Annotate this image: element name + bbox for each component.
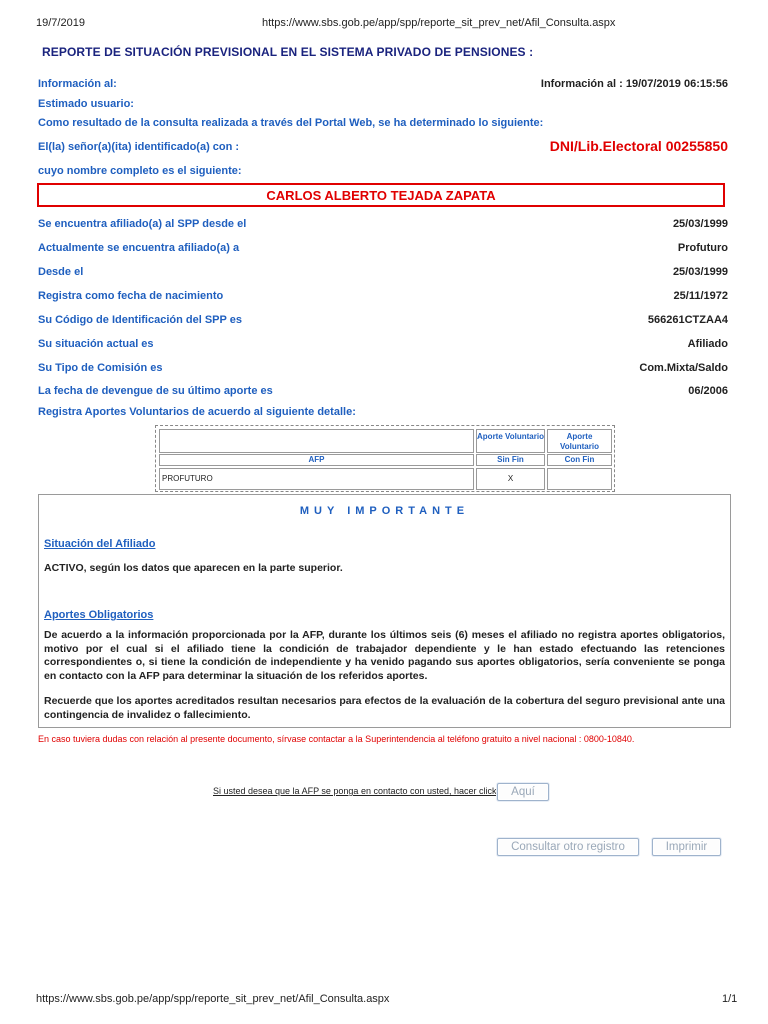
contact-note: En caso tuviera dudas con relación al presente documento, sírvase contactar a la Superintendencia al teléfono gratuito a nivel nacional : 0800-10840.: [38, 734, 635, 744]
table-cell-sin-fin: X: [476, 468, 545, 490]
imprimir-button[interactable]: Imprimir: [652, 838, 721, 856]
print-header-url: https://www.sbs.gob.pe/app/spp/reporte_sit_prev_net/Afil_Consulta.aspx: [262, 17, 616, 29]
print-date: 19/7/2019: [36, 17, 85, 29]
table-header-con-fin: Con Fin: [547, 454, 612, 466]
detail-label: Actualmente se encuentra afiliado(a) a: [38, 242, 240, 254]
table-cell-con-fin: [547, 468, 612, 490]
voluntary-table: [155, 425, 615, 492]
detail-label: Se encuentra afiliado(a) al SPP desde el: [38, 218, 247, 230]
dni-value: DNI/Lib.Electoral 00255850: [549, 138, 728, 154]
detail-value: Profuturo: [677, 242, 728, 254]
consultar-otro-registro-button[interactable]: Consultar otro registro: [497, 838, 639, 856]
detail-label: Su Tipo de Comisión es: [38, 362, 163, 374]
reminder-text: Recuerde que los aportes acreditados resultan necesarios para efectos de la evaluación de la cobertura del seguro previsional ante una contingencia de invalidez o fallecimiento.: [44, 695, 725, 721]
table-cell-afp: PROFUTURO: [159, 468, 474, 490]
detail-label: La fecha de devengue de su último aporte es: [38, 385, 273, 397]
contact-afp-link[interactable]: Si usted desea que la AFP se ponga en contacto con usted, hacer click: [213, 786, 497, 796]
greeting: Estimado usuario:: [38, 98, 134, 110]
aportes-text: De acuerdo a la información proporcionada por la AFP, durante los últimos seis (6) meses el afiliado no registra aportes obligatorios, motivo por el cual si el afiliado tiene la condición de trabajador dependiente y le han estado efectuando las retenciones correspondientes o, si tiene la condición de independiente y ha venido pagando sus aportes obligatorios, sería conveniente se ponga en contacto con la AFP para determinar la situación de los referidos aportes.: [44, 629, 725, 682]
name-label: cuyo nombre completo es el siguiente:: [38, 165, 242, 177]
full-name-box: [37, 183, 725, 207]
full-name: CARLOS ALBERTO TEJADA ZAPATA: [266, 187, 496, 203]
detail-label: Su situación actual es: [38, 338, 154, 350]
aqui-button[interactable]: Aquí: [497, 783, 549, 801]
detail-value: 06/2006: [688, 385, 728, 397]
table-header-con-fin-top: Aporte Voluntario: [547, 429, 612, 453]
important-box: [38, 494, 731, 728]
intro-text: Como resultado de la consulta realizada a través del Portal Web, se ha determinado lo siguiente:: [38, 117, 544, 129]
id-label: El(la) señor(a)(ita) identificado(a) con :: [38, 141, 240, 153]
voluntary-label: Registra Aportes Voluntarios de acuerdo al siguiente detalle:: [38, 406, 356, 418]
page-number: 1/1: [722, 993, 738, 1005]
detail-value: 25/11/1972: [673, 290, 728, 302]
table-header-sin-fin-top: Aporte Voluntario: [476, 429, 545, 453]
detail-value: 25/03/1999: [672, 218, 728, 230]
detail-value: 25/03/1999: [672, 266, 728, 278]
info-label: Información al:: [38, 78, 117, 90]
table-header-sin-fin: Sin Fin: [476, 454, 545, 466]
detail-label: Su Código de Identificación del SPP es: [38, 314, 242, 326]
detail-label: Registra como fecha de nacimiento: [38, 290, 224, 302]
detail-value: Afiliado: [687, 338, 728, 350]
important-title: MUY IMPORTANTE: [299, 505, 470, 517]
status-text: ACTIVO, según los datos que aparecen en la parte superior.: [44, 562, 343, 574]
aportes-heading: Aportes Obligatorios: [44, 609, 154, 621]
info-timestamp: Información al : 19/07/2019 06:15:56: [540, 78, 728, 90]
detail-value: Com.Mixta/Saldo: [639, 362, 728, 374]
detail-label: Desde el: [38, 266, 84, 278]
table-header-blank: [159, 429, 474, 453]
status-heading: Situación del Afiliado: [44, 538, 156, 550]
report-title: REPORTE DE SITUACIÓN PREVISIONAL EN EL SISTEMA PRIVADO DE PENSIONES :: [42, 45, 534, 59]
print-footer-url: https://www.sbs.gob.pe/app/spp/reporte_sit_prev_net/Afil_Consulta.aspx: [36, 993, 390, 1005]
detail-value: 566261CTZAA4: [647, 314, 728, 326]
table-header-afp: AFP: [159, 454, 474, 466]
